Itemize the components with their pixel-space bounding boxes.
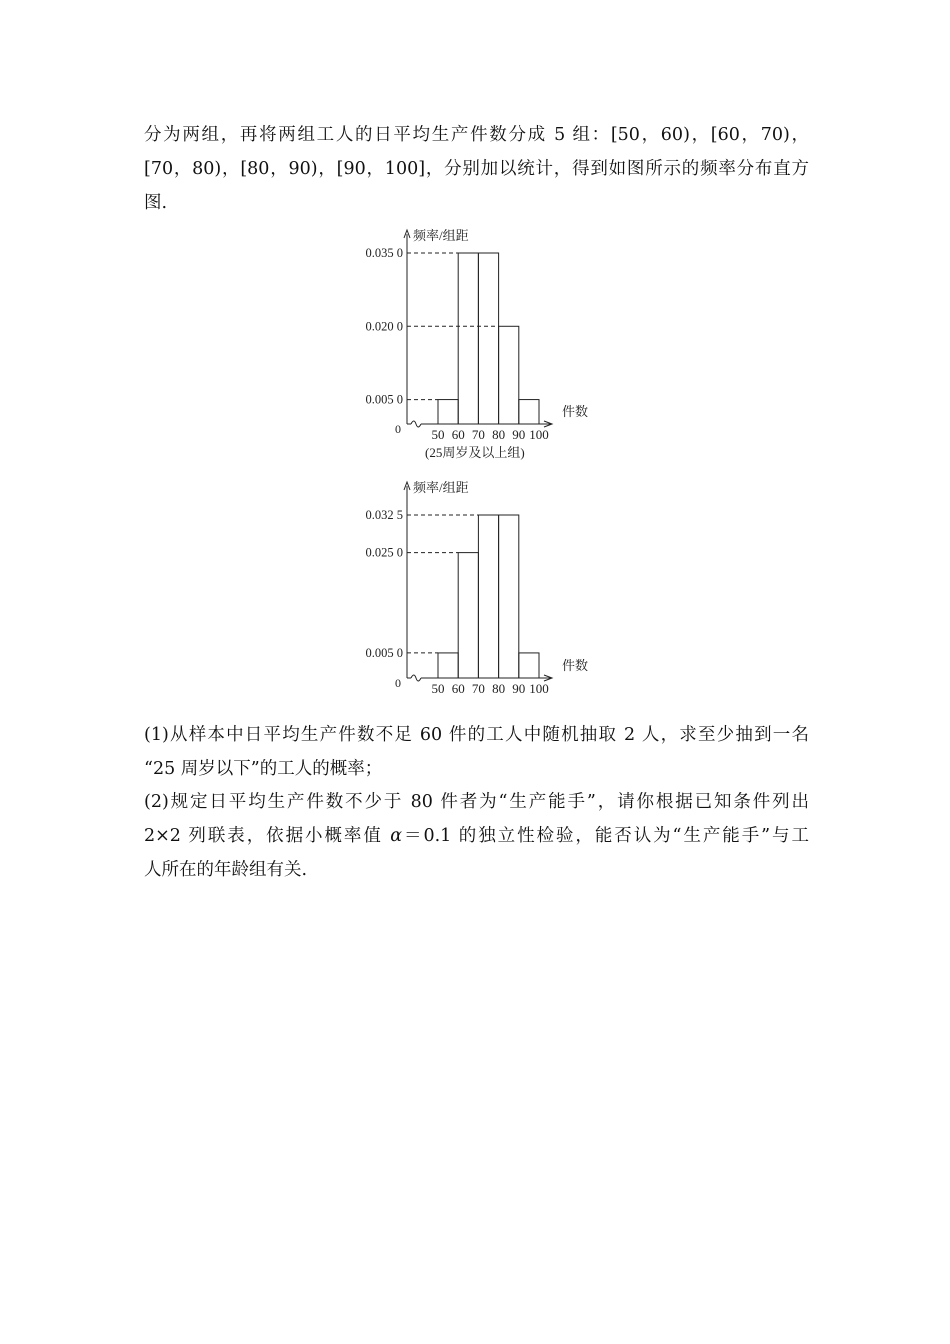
bar-90-100 [519,400,539,424]
bar-70-80 [478,515,498,678]
alpha-symbol: α [390,826,403,846]
question-1 [144,718,809,786]
x-axis-label: 件数 [562,658,589,673]
bar-90-100 [519,653,539,678]
bar-60-70 [458,553,478,678]
bar-70-80 [478,253,498,424]
x-axis-break [411,421,421,427]
question-2-line-2-part-a: 2×2 列联表，依据小概率值 [144,826,391,846]
intro-line-2: [70，80)，[80，90)，[90，100]，分别加以统计，得到如图所示的频率分布直方 [144,159,809,179]
bar-80-90 [499,515,519,678]
x-tick-label: 60 [451,681,465,696]
x-tick-label: 70 [471,681,485,696]
y-tick-label: 0.005 0 [365,645,403,660]
origin-label: 0 [395,676,401,690]
question-2-line-1: (2)规定日平均生产件数不少于 80 件者为“生产能手”，请你根据已知条件列出 [144,792,809,812]
bar-60-70 [458,253,478,424]
chart-group-title: (25周岁及以上组) [425,445,525,460]
x-tick-label: 80 [492,427,506,442]
question-2-line-2 [144,819,809,853]
x-tick-label: 50 [431,681,445,696]
bar-50-60 [438,653,458,678]
x-axis-label: 件数 [562,404,589,419]
histogram-25-and-above [340,222,610,464]
x-tick-label: 100 [529,427,549,442]
x-axis-break [411,675,421,681]
y-tick-label: 0.005 0 [365,392,403,407]
question-2 [144,785,809,887]
histogram-under-25 [340,474,610,696]
bar-50-60 [438,400,458,424]
question-1-line-1: (1)从样本中日平均生产件数不足 60 件的工人中随机抽取 2 人，求至少抽到一名 [144,725,809,745]
x-tick-label: 50 [431,427,445,442]
intro-paragraph [144,118,809,220]
y-tick-label: 0.025 0 [365,545,403,560]
y-tick-label: 0.035 0 [365,246,403,260]
y-axis-label: 频率/组距 [413,228,469,243]
x-tick-label: 80 [492,681,506,696]
question-2-line-3: 人所在的年龄组有关. [144,860,308,880]
intro-line-3: 图. [144,193,168,213]
question-1-line-2: “25 周岁以下”的工人的概率； [144,759,383,779]
y-tick-label: 0.032 5 [365,508,403,522]
x-tick-label: 100 [529,681,549,696]
x-tick-label: 70 [471,427,485,442]
x-tick-label: 90 [512,427,526,442]
intro-line-1: 分为两组，再将两组工人的日平均生产件数分成 5 组：[50，60)，[60，70)， [144,125,809,145]
y-tick-label: 0.020 0 [365,319,403,334]
bar-80-90 [499,326,519,424]
origin-label: 0 [395,422,401,436]
question-2-line-2-part-b: ＝0.1 的独立性检验，能否认为“生产能手”与工 [402,826,809,846]
x-tick-label: 60 [451,427,465,442]
y-axis-label: 频率/组距 [413,480,469,495]
x-tick-label: 90 [512,681,526,696]
